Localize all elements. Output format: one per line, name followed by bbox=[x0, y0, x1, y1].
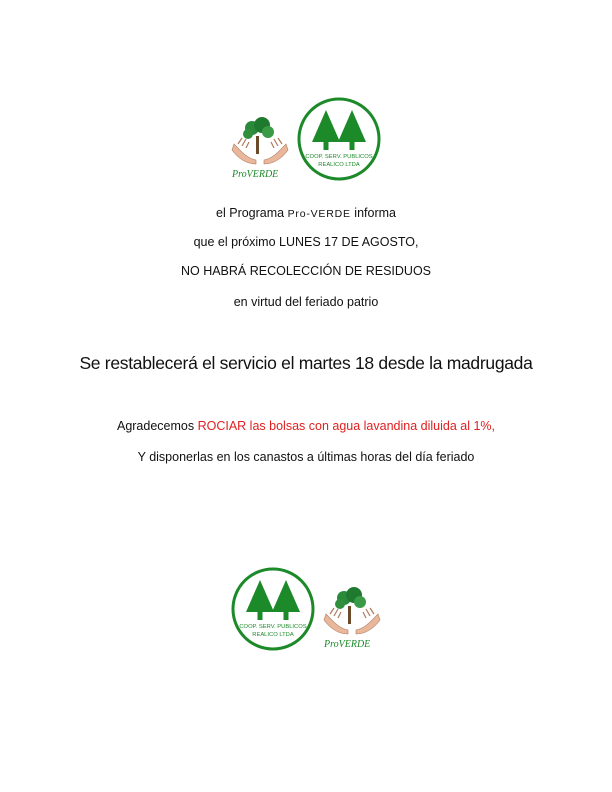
thanks-highlight: ROCIAR las bolsas con agua lavandina diluida al 1%, bbox=[197, 419, 495, 433]
header-logos bbox=[0, 96, 612, 182]
footer-logos bbox=[0, 566, 612, 652]
notice-last-line: Y disponerlas en los canastos a últimas horas del día feriado bbox=[137, 450, 475, 464]
coop-line2: REALICO LTDA bbox=[252, 632, 294, 638]
proverde-label: ProVERDE bbox=[324, 639, 371, 650]
notice-line4: en virtud del feriado patrio bbox=[233, 295, 379, 309]
coop-logo bbox=[230, 566, 316, 652]
proverde-label: ProVERDE bbox=[232, 169, 279, 180]
coop-logo bbox=[296, 96, 382, 182]
coop-line1: COOP. SERV. PUBLICOS bbox=[239, 624, 307, 630]
thanks-line bbox=[0, 419, 612, 433]
hands-tree-icon bbox=[322, 584, 382, 640]
notice-line1 bbox=[0, 206, 612, 220]
proverde-logo bbox=[322, 584, 382, 652]
coop-line2: REALICO LTDA bbox=[318, 162, 360, 168]
thanks-prefix: Agradecemos bbox=[116, 419, 198, 433]
notice-line1-suffix: informa bbox=[350, 206, 396, 220]
notice-line2: que el próximo LUNES 17 DE AGOSTO, bbox=[193, 235, 419, 249]
coop-line1: COOP. SERV. PUBLICOS bbox=[305, 154, 373, 160]
program-brand: Pro-VERDE bbox=[287, 208, 351, 220]
proverde-logo bbox=[230, 114, 290, 182]
notice-line1-prefix: el Programa bbox=[216, 206, 288, 220]
headline: Se restablecerá el servicio el martes 18 desde la madrugada bbox=[79, 353, 533, 373]
notice-line3: NO HABRÁ RECOLECCIÓN DE RESIDUOS bbox=[180, 264, 432, 278]
hands-tree-icon bbox=[230, 114, 290, 170]
